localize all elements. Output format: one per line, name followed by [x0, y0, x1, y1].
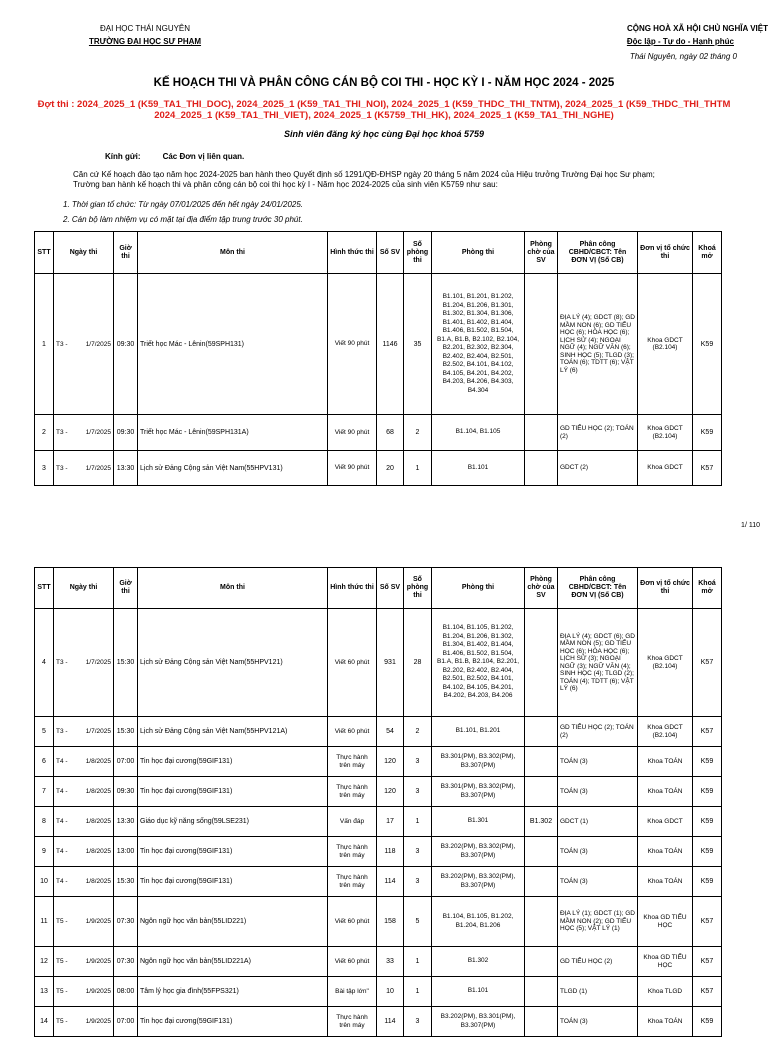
row-time: 07:30 — [114, 897, 138, 947]
place-date: Thái Nguyên, ngày 02 tháng 0 — [629, 52, 737, 61]
row-course: K59 — [693, 1007, 722, 1037]
issuer-block — [60, 22, 230, 48]
row-stt: 9 — [35, 837, 54, 867]
row-stt: 7 — [35, 777, 54, 807]
row-rooms: B1.104, B1.105, B1.202, B1.204, B1.206 — [432, 897, 525, 947]
row-subject: Ngôn ngữ học văn bản(55LID221) — [138, 897, 328, 947]
table-row — [35, 609, 722, 717]
notes — [63, 197, 303, 227]
row-waiting — [525, 867, 558, 897]
row-date-value: 1/7/2025 — [85, 429, 111, 436]
row-course: K59 — [693, 274, 722, 415]
row-unit: Khoa GDCT (B2.104) — [638, 415, 693, 451]
row-count: 120 — [377, 777, 404, 807]
row-rooms: B1.101, B1.201, B1.202, B1.204, B1.206, B1.301, B1.302, B1.304, B1.306, B1.401, B1.402, B1.404, B1.406, B1.502, B1.504, B1.A, B1.B, B2.102, B2.104, B2.201, B2.302, B2.304, B2.402, B2.404, B2.501, B2.502, B4.101, B4.102, B4.105, B4.201, B4.202, B4.203, B4.206, B4.303, B4.304 — [432, 274, 525, 415]
row-time: 09:30 — [114, 415, 138, 451]
row-assign: ĐỊA LÝ (4); GDCT (6); GD MẦM NON (5); GD TIỂU HỌC (6); HÓA HỌC (6); LỊCH SỬ (3); NGOẠI NGỮ (3); NGỮ VĂN (4); SINH HỌC (4); TLGD (2); TOÁN (4); TDTT (6); VẬT LÝ (6) — [558, 609, 638, 717]
row-count: 10 — [377, 977, 404, 1007]
table-row — [35, 415, 722, 451]
row-date — [54, 897, 114, 947]
row-assign: TOÁN (3) — [558, 777, 638, 807]
row-subject: Tin học đại cương(59GIF131) — [138, 837, 328, 867]
col-unit: Đơn vị tổ chức thi — [638, 568, 693, 609]
row-rooms-count: 3 — [404, 777, 432, 807]
intro-line-1: Căn cứ Kế hoạch đào tạo năm học 2024-2025 ban hành theo Quyết định số 1291/QĐ-ĐHSP ngày 20 tháng 5 năm 2024 của Hiệu trưởng Trường Đại học Sư phạm; — [73, 170, 655, 179]
row-rooms: B1.101, B1.201 — [432, 717, 525, 747]
row-subject: Tin học đại cương(59GIF131) — [138, 1007, 328, 1037]
row-waiting — [525, 451, 558, 486]
col-subject: Môn thi — [138, 568, 328, 609]
row-form: Thực hành trên máy — [328, 867, 377, 897]
row-waiting — [525, 897, 558, 947]
row-date — [54, 807, 114, 837]
table-header-row — [35, 568, 722, 609]
table-row — [35, 867, 722, 897]
row-waiting — [525, 747, 558, 777]
row-waiting: B1.302 — [525, 807, 558, 837]
row-assign: TOÁN (3) — [558, 747, 638, 777]
row-date — [54, 717, 114, 747]
row-rooms-count: 3 — [404, 1007, 432, 1037]
row-rooms: B1.104, B1.105, B1.202, B1.204, B1.206, B1.302, B1.304, B1.402, B1.404, B1.406, B1.502, B1.504, B1.A, B1.B, B2.104, B2.201, B2.202, B2.402, B2.404, B2.501, B2.502, B4.101, B4.102, B4.105, B4.201, B4.202, B4.203, B4.206 — [432, 609, 525, 717]
row-waiting — [525, 777, 558, 807]
row-course: K59 — [693, 867, 722, 897]
exam-batch-line-1: Đợt thi : 2024_2025_1 (K59_TA1_THI_DOC), 2024_2025_1 (K59_TA1_THI_NOI), 2024_2025_1 (K59_THDC_THI_TNTM), 2024_2025_1 (K59_THDC_THI_THTM — [37, 99, 731, 110]
note-2: 2. Cán bộ làm nhiệm vụ có mặt tại địa điểm tập trung trước 30 phút. — [63, 215, 303, 224]
school-name: TRƯỜNG ĐẠI HỌC SƯ PHẠM — [88, 37, 202, 46]
row-date-value: 1/9/2025 — [85, 1018, 111, 1025]
motto: Độc lập - Tự do - Hạnh phúc — [626, 37, 734, 46]
col-waiting: Phòng chờ của SV — [525, 568, 558, 609]
page-number: 1/ 110 — [741, 522, 760, 529]
row-day: T4 - — [56, 818, 68, 825]
row-rooms: B3.202(PM), B3.301(PM), B3.307(PM) — [432, 1007, 525, 1037]
exam-batch — [0, 99, 768, 121]
row-form: Thực hành trên máy — [328, 777, 377, 807]
row-day: T4 - — [56, 788, 68, 795]
schedule-table-page-1 — [34, 231, 722, 486]
col-rooms-count: Số phòng thi — [404, 568, 432, 609]
row-date — [54, 837, 114, 867]
row-course: K57 — [693, 609, 722, 717]
col-assign: Phân công CBHD/CBCT: Tên ĐƠN VỊ (Số CB) — [558, 232, 638, 274]
table-header-row — [35, 232, 722, 274]
row-rooms-count: 2 — [404, 717, 432, 747]
table-row — [35, 807, 722, 837]
row-assign: GDCT (1) — [558, 807, 638, 837]
row-date-value: 1/8/2025 — [85, 788, 111, 795]
row-waiting — [525, 977, 558, 1007]
table-row — [35, 717, 722, 747]
row-date-value: 1/7/2025 — [85, 464, 111, 472]
row-assign: TOÁN (3) — [558, 1007, 638, 1037]
row-time: 07:30 — [114, 947, 138, 977]
row-time: 15:30 — [114, 867, 138, 897]
row-form: Viết 60 phút — [328, 717, 377, 747]
row-subject: Tin học đại cương(59GIF131) — [138, 747, 328, 777]
row-time: 07:00 — [114, 747, 138, 777]
row-subject: Ngôn ngữ học văn bản(55LID221A) — [138, 947, 328, 977]
row-unit: Khoa TOÁN — [638, 747, 693, 777]
row-rooms: B3.202(PM), B3.302(PM), B3.307(PM) — [432, 867, 525, 897]
row-time: 15:30 — [114, 609, 138, 717]
row-day: T5 - — [56, 958, 68, 965]
row-day: T5 - — [56, 918, 68, 925]
row-date-value: 1/9/2025 — [85, 918, 111, 925]
row-rooms-count: 5 — [404, 897, 432, 947]
row-rooms: B3.301(PM), B3.302(PM), B3.307(PM) — [432, 747, 525, 777]
row-date — [54, 867, 114, 897]
row-date-value: 1/7/2025 — [85, 659, 111, 666]
row-course: K57 — [693, 897, 722, 947]
row-form: Viết 90 phút — [328, 274, 377, 415]
university-name: ĐẠI HỌC THÁI NGUYÊN — [99, 24, 191, 33]
col-count: Số SV — [377, 568, 404, 609]
row-form: Viết 60 phút — [328, 947, 377, 977]
row-assign: GD TIỂU HỌC (2) — [558, 947, 638, 977]
row-count: 54 — [377, 717, 404, 747]
note-1: 1. Thời gian tổ chức: Từ ngày 07/01/2025 đến hết ngày 24/01/2025. — [63, 200, 304, 209]
row-count: 118 — [377, 837, 404, 867]
row-count: 1146 — [377, 274, 404, 415]
row-day: T3 - — [56, 659, 68, 666]
row-course: K57 — [693, 947, 722, 977]
row-date-value: 1/7/2025 — [85, 340, 111, 348]
col-course: Khoá mở — [693, 232, 722, 274]
row-date — [54, 609, 114, 717]
recipient-line — [105, 152, 244, 161]
col-waiting: Phòng chờ của SV — [525, 232, 558, 274]
row-date — [54, 947, 114, 977]
row-course: K57 — [693, 717, 722, 747]
row-subject: Lịch sử Đảng Cộng sản Việt Nam(55HPV121A) — [138, 717, 328, 747]
row-stt: 14 — [35, 1007, 54, 1037]
row-course: K59 — [693, 837, 722, 867]
row-rooms: B1.101 — [432, 977, 525, 1007]
row-date-value: 1/7/2025 — [85, 728, 111, 735]
row-course: K59 — [693, 807, 722, 837]
row-waiting — [525, 1007, 558, 1037]
row-rooms-count: 35 — [404, 274, 432, 415]
col-assign: Phân công CBHD/CBCT: Tên ĐƠN VỊ (Số CB) — [558, 568, 638, 609]
row-form: Viết 60 phút — [328, 609, 377, 717]
row-subject: Triết học Mác - Lênin(59SPH131A) — [138, 415, 328, 451]
row-rooms: B1.301 — [432, 807, 525, 837]
col-time: Giờ thi — [114, 232, 138, 274]
row-assign: ĐỊA LÝ (4); GDCT (8); GD MẦM NON (6); GD TIỂU HỌC (6); HÓA HỌC (6); LỊCH SỬ (4); NGOẠI NGỮ (4); NGỮ VĂN (6); SINH HỌC (5); TLGD (3); TOÁN (6); TDTT (6); VẬT LÝ (6) — [558, 274, 638, 415]
row-time: 09:30 — [114, 777, 138, 807]
row-subject: Lịch sử Đảng Cộng sản Việt Nam(55HPV131) — [138, 451, 328, 486]
row-stt: 4 — [35, 609, 54, 717]
row-subject: Tin học đại cương(59GIF131) — [138, 777, 328, 807]
col-course: Khoá mở — [693, 568, 722, 609]
row-time: 13:30 — [114, 807, 138, 837]
row-count: 931 — [377, 609, 404, 717]
col-rooms-count: Số phòng thi — [404, 232, 432, 274]
row-course: K57 — [693, 977, 722, 1007]
row-rooms-count: 1 — [404, 947, 432, 977]
row-rooms-count: 3 — [404, 867, 432, 897]
row-date-value: 1/8/2025 — [85, 758, 111, 765]
table-row — [35, 947, 722, 977]
row-count: 17 — [377, 807, 404, 837]
col-count: Số SV — [377, 232, 404, 274]
row-waiting — [525, 717, 558, 747]
row-unit: Khoa TOÁN — [638, 1007, 693, 1037]
table-row — [35, 837, 722, 867]
row-day: T3 - — [56, 464, 68, 472]
country-name: CỘNG HOÀ XÃ HỘI CHỦ NGHĨA VIỆT — [626, 24, 768, 33]
row-unit: Khoa TOÁN — [638, 867, 693, 897]
col-subject: Môn thi — [138, 232, 328, 274]
row-day: T3 - — [56, 340, 68, 348]
row-time: 08:00 — [114, 977, 138, 1007]
row-count: 33 — [377, 947, 404, 977]
row-day: T4 - — [56, 758, 68, 765]
row-unit: Khoa TLGD — [638, 977, 693, 1007]
col-rooms: Phòng thi — [432, 568, 525, 609]
row-waiting — [525, 837, 558, 867]
row-unit: Khoa GD TIỂU HỌC — [638, 897, 693, 947]
row-form: Viết 60 phút — [328, 897, 377, 947]
row-stt: 3 — [35, 451, 54, 486]
row-stt: 10 — [35, 867, 54, 897]
row-stt: 1 — [35, 274, 54, 415]
row-course: K59 — [693, 777, 722, 807]
row-stt: 8 — [35, 807, 54, 837]
row-rooms: B3.301(PM), B3.302(PM), B3.307(PM) — [432, 777, 525, 807]
row-unit: Khoa GD TIỂU HỌC — [638, 947, 693, 977]
row-form: Thực hành trên máy — [328, 837, 377, 867]
row-form: Thực hành trên máy — [328, 1007, 377, 1037]
document-title: KẾ HOẠCH THI VÀ PHÂN CÔNG CÁN BỘ COI THI - HỌC KỲ I - NĂM HỌC 2024 - 2025 — [153, 77, 615, 89]
intro-line-2: Trường ban hành kế hoạch thi và phân công cán bộ coi thi học kỳ I - Năm học 2024-2025 của sinh viên K5759 như sau: — [73, 179, 498, 189]
row-day: T5 - — [56, 1018, 68, 1025]
row-waiting — [525, 947, 558, 977]
row-date-value: 1/8/2025 — [85, 818, 111, 825]
row-count: 68 — [377, 415, 404, 451]
table-row — [35, 1007, 722, 1037]
row-date — [54, 777, 114, 807]
row-date — [54, 977, 114, 1007]
document-subtitle: Sinh viên đăng ký học cùng Đại học khoá 5759 — [283, 129, 485, 139]
table-row — [35, 274, 722, 415]
row-rooms-count: 2 — [404, 415, 432, 451]
row-date-value: 1/9/2025 — [85, 958, 111, 965]
row-time: 13:00 — [114, 837, 138, 867]
row-time: 09:30 — [114, 274, 138, 415]
row-day: T5 - — [56, 988, 68, 995]
row-unit: Khoa GDCT (B2.104) — [638, 609, 693, 717]
row-rooms: B1.104, B1.105 — [432, 415, 525, 451]
row-rooms-count: 1 — [404, 977, 432, 1007]
row-day: T3 - — [56, 429, 68, 436]
row-subject: Tâm lý học gia đình(55FPS321) — [138, 977, 328, 1007]
col-form: Hình thức thi — [328, 232, 377, 274]
row-rooms: B1.101 — [432, 451, 525, 486]
col-unit: Đơn vị tổ chức thi — [638, 232, 693, 274]
row-waiting — [525, 609, 558, 717]
row-waiting — [525, 415, 558, 451]
row-rooms-count: 1 — [404, 451, 432, 486]
row-count: 114 — [377, 867, 404, 897]
row-date — [54, 747, 114, 777]
row-stt: 6 — [35, 747, 54, 777]
row-unit: Khoa GDCT — [638, 451, 693, 486]
row-assign: TLGD (1) — [558, 977, 638, 1007]
row-day: T3 - — [56, 728, 68, 735]
row-count: 114 — [377, 1007, 404, 1037]
row-assign: TOÁN (3) — [558, 837, 638, 867]
row-subject: Lịch sử Đảng Cộng sản Việt Nam(55HPV121) — [138, 609, 328, 717]
row-day: T4 - — [56, 878, 68, 885]
row-time: 07:00 — [114, 1007, 138, 1037]
row-assign: GD TIỂU HỌC (2); TOÁN (2) — [558, 717, 638, 747]
row-assign: GD TIỂU HỌC (2); TOÁN (2) — [558, 415, 638, 451]
row-assign: TOÁN (3) — [558, 867, 638, 897]
row-time: 15:30 — [114, 717, 138, 747]
recipient-value: Các Đơn vị liên quan. — [162, 152, 245, 161]
row-stt: 5 — [35, 717, 54, 747]
table-row — [35, 747, 722, 777]
row-unit: Khoa GDCT — [638, 807, 693, 837]
col-rooms: Phòng thi — [432, 232, 525, 274]
row-count: 158 — [377, 897, 404, 947]
row-rooms: B3.202(PM), B3.302(PM), B3.307(PM) — [432, 837, 525, 867]
row-date-value: 1/8/2025 — [85, 848, 111, 855]
row-date — [54, 451, 114, 486]
row-assign: GDCT (2) — [558, 451, 638, 486]
intro-paragraph — [73, 170, 763, 189]
row-form: Viết 90 phút — [328, 451, 377, 486]
row-stt: 2 — [35, 415, 54, 451]
col-form: Hình thức thi — [328, 568, 377, 609]
row-rooms: B1.302 — [432, 947, 525, 977]
row-stt: 13 — [35, 977, 54, 1007]
table-row — [35, 451, 722, 486]
schedule-table-page-2 — [34, 567, 722, 1037]
row-form: Thực hành trên máy — [328, 747, 377, 777]
col-date: Ngày thi — [54, 568, 114, 609]
row-stt: 12 — [35, 947, 54, 977]
row-unit: Khoa GDCT (B2.104) — [638, 717, 693, 747]
exam-batch-line-2: 2024_2025_1 (K59_TA1_THI_VIET), 2024_2025_1 (K5759_THI_HK), 2024_2025_1 (K59_TA1_THI_NGHE) — [154, 110, 614, 121]
table-row — [35, 777, 722, 807]
row-unit: Khoa TOÁN — [638, 837, 693, 867]
table-row — [35, 897, 722, 947]
row-form: Vấn đáp — [328, 807, 377, 837]
row-subject: Giáo dục kỹ năng sống(59LSE231) — [138, 807, 328, 837]
row-course: K59 — [693, 415, 722, 451]
row-course: K59 — [693, 747, 722, 777]
row-waiting — [525, 274, 558, 415]
row-count: 120 — [377, 747, 404, 777]
col-stt: STT — [35, 568, 54, 609]
row-rooms-count: 3 — [404, 747, 432, 777]
row-form: Bài tập lớn" — [328, 977, 377, 1007]
row-stt: 11 — [35, 897, 54, 947]
row-subject: Tin học đại cương(59GIF131) — [138, 867, 328, 897]
row-assign: ĐỊA LÝ (1); GDCT (1); GD MẦM NON (2); GD TIỂU HỌC (5); VẬT LÝ (1) — [558, 897, 638, 947]
row-course: K57 — [693, 451, 722, 486]
recipient-label: Kính gửi: — [105, 152, 141, 161]
row-time: 13:30 — [114, 451, 138, 486]
row-date — [54, 274, 114, 415]
col-time: Giờ thi — [114, 568, 138, 609]
row-count: 20 — [377, 451, 404, 486]
row-date-value: 1/8/2025 — [85, 878, 111, 885]
row-date-value: 1/9/2025 — [85, 988, 111, 995]
national-header — [580, 22, 768, 63]
row-subject: Triết học Mác - Lênin(59SPH131) — [138, 274, 328, 415]
row-unit: Khoa GDCT (B2.104) — [638, 274, 693, 415]
row-form: Viết 90 phút — [328, 415, 377, 451]
row-rooms-count: 3 — [404, 837, 432, 867]
col-stt: STT — [35, 232, 54, 274]
row-day: T4 - — [56, 848, 68, 855]
row-unit: Khoa TOÁN — [638, 777, 693, 807]
col-date: Ngày thi — [54, 232, 114, 274]
row-date — [54, 1007, 114, 1037]
row-date — [54, 415, 114, 451]
table-row — [35, 977, 722, 1007]
row-rooms-count: 28 — [404, 609, 432, 717]
row-rooms-count: 1 — [404, 807, 432, 837]
